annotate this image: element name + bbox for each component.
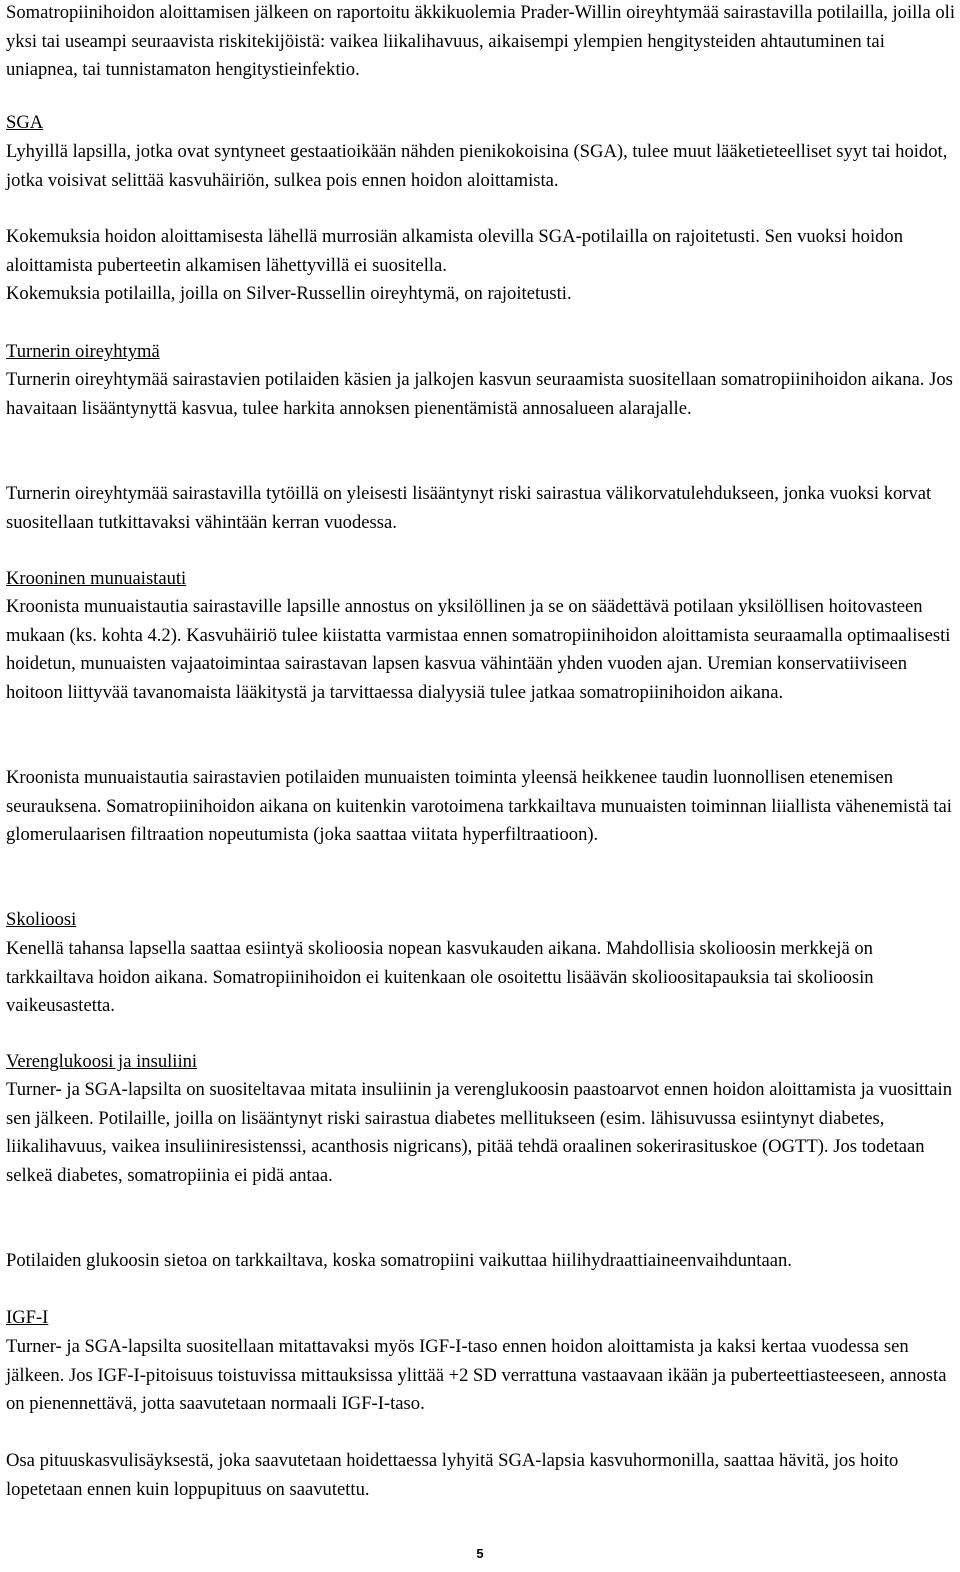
section-heading-scoliosis: Skolioosi xyxy=(6,909,77,930)
section-heading-igf: IGF-I xyxy=(6,1307,49,1328)
turner-paragraph-2: Turnerin oireyhtymää sairastavilla tytöillä on yleisesti lisääntynyt riski sairastua välikorvatulehdukseen, jonka vuoksi korvat suositellaan tutkittavaksi vähintään kerran vuodessa. xyxy=(6,483,932,533)
scoliosis-paragraph-1: Kenellä tahansa lapsella saattaa esiintyä skolioosia nopean kasvukauden aikana. Mahdollisia skolioosin merkkejä on tarkkailtava hoidon aikana. Somatropiinihoidon ei kuitenkaan ole osoitettu lisäävän skolioositapauksia tai skolioosin vaikeusastetta. xyxy=(6,938,874,1017)
page-number: 5 xyxy=(476,1546,484,1561)
sga-paragraph-2: Kokemuksia hoidon aloittamisesta lähellä murrosiän alkamista olevilla SGA-potilailla on rajoitetusti. Sen vuoksi hoidon aloittamista puberteetin alkamisen lähettyvillä ei suositella. xyxy=(6,226,903,276)
intro-paragraph: Somatropiinihoidon aloittamisen jälkeen on raportoitu äkkikuolemia Prader-Willin oireyhtymää sairastavilla potilailla, joilla oli yksi tai useampi seuraavista riskitekijöistä: vaikea liikalihavuus, aikaisempi ylempien hengitysteiden ahtautuminen tai uniapnea, tai tunnistamaton hengitystieinfektio. xyxy=(6,2,955,81)
turner-paragraph-1: Turnerin oireyhtymää sairastavien potilaiden käsien ja jalkojen kasvun seuraamista suositellaan somatropiinihoidon aikana. Jos havaitaan lisääntynyttä kasvua, tulee harkita annoksen pienentämistä annosalueen alarajalle. xyxy=(6,369,953,419)
sga-paragraph-3: Kokemuksia potilailla, joilla on Silver-Russellin oireyhtymä, on rajoitetusti. xyxy=(6,283,572,304)
section-heading-glucose: Verenglukoosi ja insuliini xyxy=(6,1051,198,1072)
glucose-paragraph-1: Turner- ja SGA-lapsilta on suositeltavaa mitata insuliinin ja verenglukoosin paastoarvot ennen hoidon aloittamista ja vuosittain sen jälkeen. Potilaille, joilla on lisääntynyt riski sairastua diabetes mellitukseen (esim. lähisuvussa esiintynyt diabetes, liikalihavuus, vaikea insuliiniresistenssi, acanthosis nigricans), pitää tehdä oraalinen sokerirasituskoe (OGTT). Jos todetaan selkeä diabetes, somatropiinia ei pidä antaa. xyxy=(6,1079,953,1187)
igf-paragraph-2: Osa pituuskasvulisäyksestä, joka saavutetaan hoidettaessa lyhyitä SGA-lapsia kasvuhormonilla, saattaa hävitä, jos hoito lopetetaan ennen kuin loppupituus on saavutettu. xyxy=(6,1450,899,1500)
glucose-paragraph-2: Potilaiden glukoosin sietoa on tarkkailtava, koska somatropiini vaikuttaa hiilihydraattiaineenvaihduntaan. xyxy=(6,1250,792,1271)
sga-paragraph-1: Lyhyillä lapsilla, jotka ovat syntyneet gestaatioikään nähden pienikokoisina (SGA), tulee muut lääketieteelliset syyt tai hoidot, jotka voisivat selittää kasvuhäiriön, sulkea pois ennen hoidon aloittamista. xyxy=(6,141,948,191)
section-heading-turner: Turnerin oireyhtymä xyxy=(6,341,160,362)
kidney-paragraph-2: Kroonista munuaistautia sairastavien potilaiden munuaisten toiminta yleensä heikkenee taudin luonnollisen etenemisen seurauksena. Somatropiinihoidon aikana on kuitenkin varotoimena tarkkailtava munuaisten toiminnan liiallista vähenemistä tai glomerulaarisen filtraation nopeutumista (joka saattaa viitata hyperfiltraatioon). xyxy=(6,767,952,846)
section-heading-sga: SGA xyxy=(6,112,44,133)
section-heading-kidney: Krooninen munuaistauti xyxy=(6,568,187,589)
kidney-paragraph-1: Kroonista munuaistautia sairastaville lapsille annostus on yksilöllinen ja se on säädettävä potilaan yksilöllisen hoitovasteen mukaan (ks. kohta 4.2). Kasvuhäiriö tulee kiistatta varmistaa ennen somatropiinihoidon aloittamista seuraamalla optimaalisesti hoidetun, munuaisten vajaatoimintaa sairastavan lapsen kasvua vähintään yhden vuoden ajan. Uremian konservatiiviseen hoitoon liittyvää tavanomaista lääkitystä ja tarvittaessa dialyysiä tulee jatkaa somatropiinihoidon aikana. xyxy=(6,596,951,704)
igf-paragraph-1: Turner- ja SGA-lapsilta suositellaan mitattavaksi myös IGF-I-taso ennen hoidon aloittamista ja kaksi kertaa vuodessa sen jälkeen. Jos IGF-I-pitoisuus toistuvissa mittauksissa ylittää +2 SD verrattuna vastaavaan ikään ja puberteettiasteeseen, annosta on pienennettävä, jotta saavutetaan normaali IGF-I-taso. xyxy=(6,1336,947,1415)
